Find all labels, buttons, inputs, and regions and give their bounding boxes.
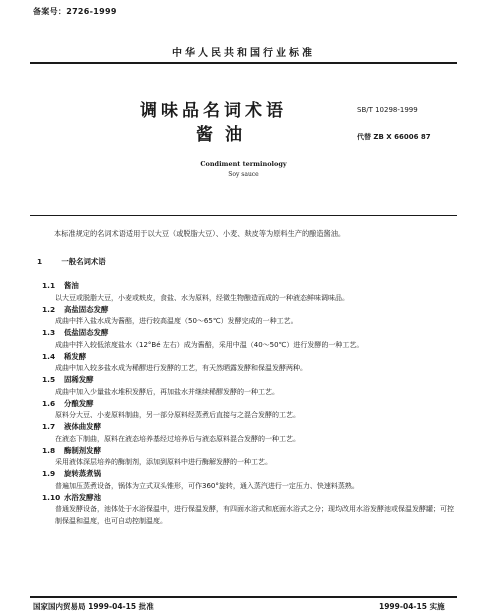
- term-number: 1.3: [42, 328, 56, 337]
- term-number: 1.5: [42, 375, 56, 384]
- implementation-date: 1999-04-15 实施: [379, 602, 445, 611]
- document-subtitle: 酱油: [196, 125, 254, 145]
- document-title: 调味品名词术语: [140, 101, 287, 121]
- term-name: 低盐固态发酵: [64, 328, 109, 337]
- term-heading: [42, 280, 462, 292]
- term-entry: [42, 468, 462, 492]
- term-name: 旋转蒸煮锅: [64, 469, 101, 478]
- approval-note: 国家国内贸易局 1999-04-15 批准: [33, 602, 154, 611]
- term-name: 分酿发酵: [64, 398, 94, 408]
- scope-paragraph: 本标准规定的名词术语适用于以大豆（或脱脂大豆）、小麦、麸皮等为原料生产的酿造酱油。: [54, 229, 346, 238]
- term-definition: 成曲中加入较多盐水成为稀醪进行发酵的工艺，有天然晒露发酵和保温发酵两种。: [55, 364, 307, 372]
- term-entry: [42, 421, 462, 445]
- section-heading: [37, 256, 106, 267]
- term-heading: [42, 351, 462, 363]
- term-number: 1.9: [42, 469, 56, 478]
- term-heading: [42, 468, 462, 480]
- term-heading: [42, 492, 462, 504]
- term-entry: [42, 374, 462, 398]
- term-definition: 采用液体深层培养的酶制剂，添加到原料中进行酶解发酵的一种工艺。: [55, 458, 272, 466]
- term-definition: 成曲中拌入盐水成为酱醅，进行较高温度（50～65℃）发酵完成的一种工艺。: [55, 317, 298, 325]
- bottom-rule: [30, 596, 457, 598]
- term-entry: [42, 304, 462, 328]
- term-heading: [42, 445, 462, 457]
- term-definition: 普通发酵设备，池体处于水浴保温中，进行保温发酵，有四面水浴式和底面水浴式之分；现均改用水浴发酵池或保温发酵罐；可控制保温和温度，也可自动控制温度。: [55, 505, 454, 525]
- term-entry: [42, 351, 462, 375]
- term-number: 1.1: [42, 281, 56, 290]
- term-name: 液体曲发酵: [64, 422, 101, 431]
- term-definition: 在液态下制曲，原料在液态培养基经过培养后与液态原料混合发酵的一种工艺。: [55, 434, 300, 443]
- term-definition: 成曲中加入少量盐水堆积发酵后，再加盐水并继续稀醪发酵的一种工艺。: [55, 387, 279, 396]
- term-heading: [42, 398, 462, 410]
- term-number: 1.10: [42, 492, 61, 502]
- term-heading: [42, 374, 462, 386]
- section-number: 1: [37, 257, 43, 266]
- term-name: 固稀发酵: [64, 375, 94, 384]
- term-name: 水浴发酵池: [64, 492, 101, 502]
- term-entry: [42, 492, 462, 528]
- term-name: 稀发酵: [64, 351, 87, 361]
- term-heading: [42, 327, 462, 339]
- top-rule: [30, 62, 457, 64]
- term-number: 1.8: [42, 445, 56, 455]
- term-definition: 以大豆或脱脂大豆，小麦或麸皮，食盐、水为原料，经微生物酿造而成的一种液态鲜味调味品。: [55, 293, 349, 302]
- term-entry: [42, 280, 462, 304]
- standard-type: 中华人民共和国行业标准: [172, 48, 315, 59]
- middle-rule: [30, 215, 457, 216]
- registration-number: 备案号：2726-1999: [33, 7, 117, 16]
- term-entry: [42, 398, 462, 422]
- term-number: 1.2: [42, 304, 56, 314]
- term-definition: 普遍加压蒸煮设备，锅体为立式双头锥形，可作360°旋转，通入蒸汽进行一定压力、快速料蒸熟。: [55, 481, 359, 490]
- standard-code: SB/T 10298-1999: [357, 106, 418, 114]
- term-name: 酱油: [64, 281, 79, 290]
- term-heading: [42, 421, 462, 433]
- term-name: 高盐固态发酵: [64, 304, 109, 314]
- term-number: 1.4: [42, 351, 56, 361]
- term-entry: [42, 445, 462, 469]
- term-name: 酶制剂发酵: [64, 445, 101, 455]
- term-list: [42, 280, 462, 527]
- term-definition: 原料分大豆、小麦原料制曲，另一部分原料经蒸煮后直接与之混合发酵的工艺。: [55, 411, 300, 419]
- replaced-code: 代替 ZB X 66006 87: [357, 133, 431, 141]
- english-title: Condiment terminology: [200, 160, 287, 168]
- section-title: 一般名词术语: [61, 257, 106, 266]
- term-number: 1.6: [42, 398, 56, 408]
- term-definition: 成曲中拌入较低浓度盐水（12°Bé 左右）成为酱醅，采用中温（40～50℃）进行发酵的一种工艺。: [55, 340, 364, 349]
- term-heading: [42, 304, 462, 316]
- english-subtitle: Soy sauce: [228, 171, 259, 178]
- term-entry: [42, 327, 462, 351]
- term-number: 1.7: [42, 422, 56, 431]
